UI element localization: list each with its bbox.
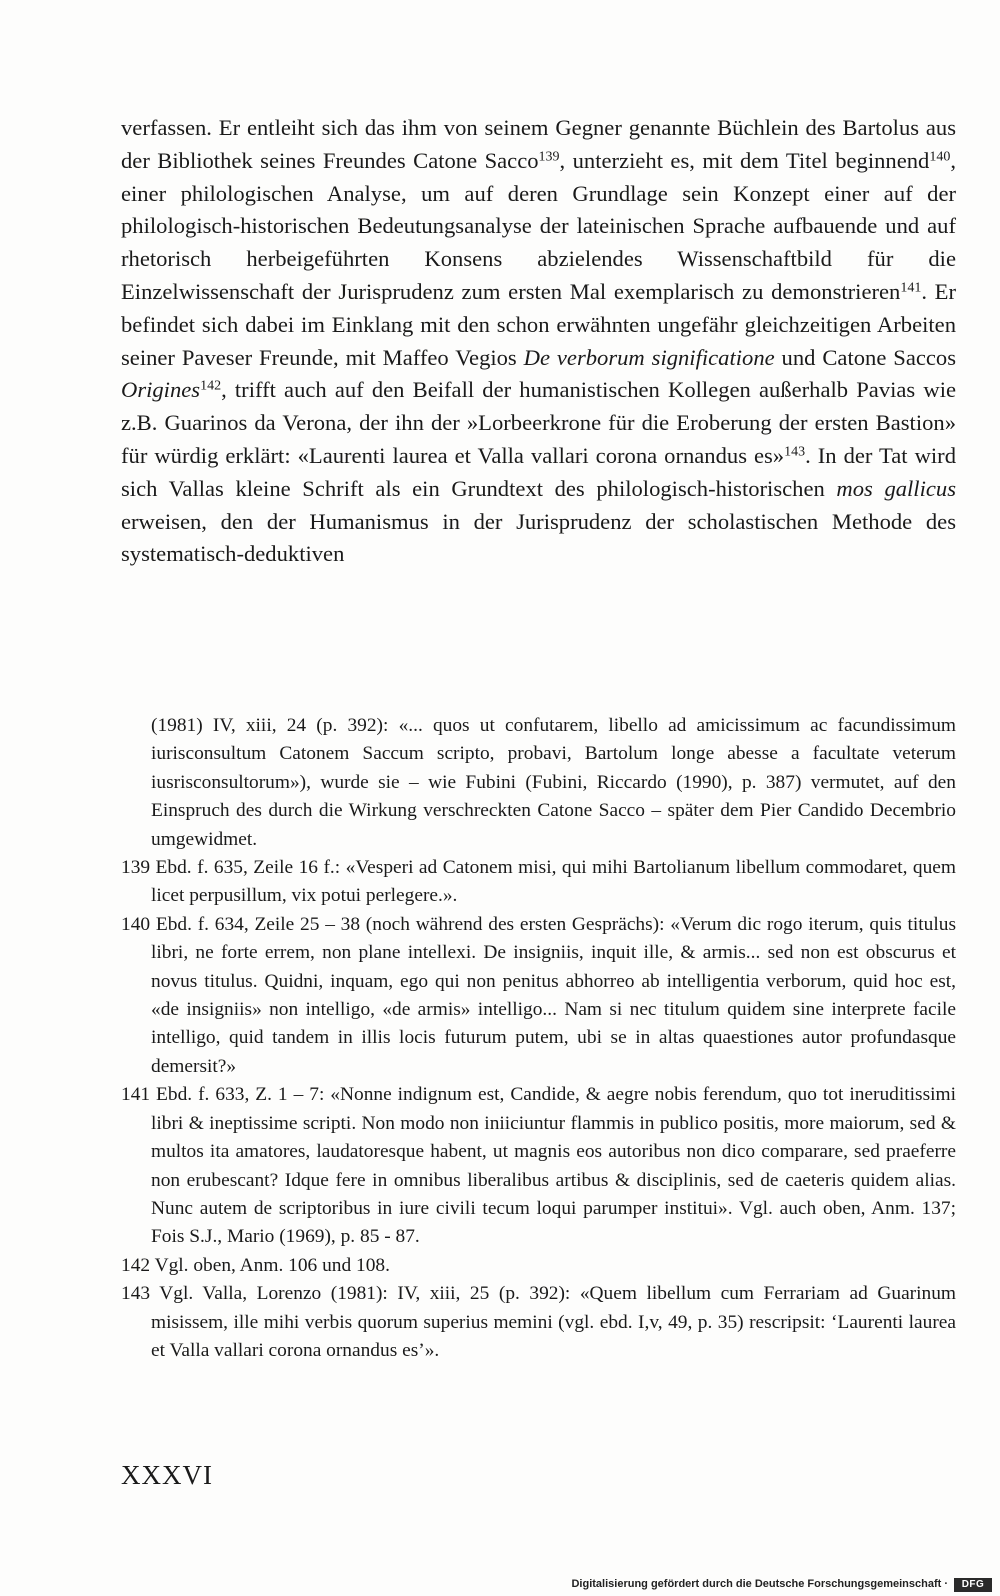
work-title-origines: Origines [121, 377, 201, 403]
footnote-ref-143[interactable]: 143 [784, 444, 806, 460]
footnote-ref-140[interactable]: 140 [929, 149, 951, 165]
footnote-142: 142 Vgl. oben, Anm. 106 und 108. [121, 1254, 390, 1276]
main-text [121, 112, 956, 571]
page-number: XXXVI [121, 1460, 213, 1490]
footnote-140: 140 Ebd. f. 634, Zeile 25 – 38 (noch während des ersten Gesprächs): «Verum dic rogo iterum, quis titulus libri, ne forte errem, non plane intellexi. De insigniis, inquit ille, & armis... sed non est obscurus et novus titulus. Quidni, inquam, ego qui non penitus abhorreo ab intelligentia verborum, quid hoc est, «de insigniis» non intelligo, «de armis» intelligo... Nam si nec titulum quidem sine interprete facile intelligo, quid tandem in illis locis futurum putem, ubi se in altas quaestiones autor profundasque demersit?» [121, 913, 956, 1077]
footnote-141: 141 Ebd. f. 633, Z. 1 – 7: «Nonne indignum est, Candide, & aegre nobis ferendum, quo tot ineruditissimi libri & ineptissime scripti. Non modo non iniiciuntur flammis in publico positis, more maiorum, sed & multos ita amatores, laudatoresque habent, ut magnis eos autoribus non dico comparare, sed praeferre non erubescant? Idque fere in omnibus liberalibus artibus & disciplinis, sed de caeteris quidem alias. Nunc autem de scriptoribus in iure civili tecum loqui parumper institui». Vgl. auch oben, Anm. 137; Fois S.J., Mario (1969), p. 85 - 87. [121, 1084, 956, 1248]
main-paragraph: verfassen. Er entleiht sich das ihm von seinem Gegner genannte Büchlein des Bartolus aus der Bibliothek seines Freundes Catone Sacco$^{139}$, unterzieht es, mit dem Titel beginnend$^{140}$, einer philologischen Analyse, um auf deren Grundlage sein Konzept einer auf der philologisch-historischen Bedeutungsanalyse der lateinischen Sprache aufbauende und auf rhetorisch herbeigeführten Konsens abzielendes Wissenschaftbild für die Einzelwissenschaft der Jurisprudenz zum ersten Mal exemplarisch zu demonstrieren$^{141}$. Er befindet sich dabei im Einklang mit den schon erwähnten ungefähr gleichzeitigen Arbeiten seiner Paveser Freunde, mit Maffeo Vegios De verborum significatione und Catone Saccos Origines$^{142}$, trifft auch auf den Beifall der humanistischen Kollegen außerhalb Pavias wie z.B. Guarinos da Verona, der ihn der »Lorbeerkrone für die Eroberung der ersten Bastion» für würdig erklärt: «Laurenti laurea et Valla vallari corona ornandus es»$^{143}$. In der Tat wird sich Vallas kleine Schrift als ein Grundtext des philologisch-historischen mos gallicus erweisen, den der Humanismus in der Jurisprudenz der scholastischen Methode des systematisch-deduktiven [121, 115, 957, 567]
footnote-ref-142[interactable]: 142 [200, 378, 222, 394]
footnote-143: 143 Vgl. Valla, Lorenzo (1981): IV, xiii, 25 (p. 392): «Quem libellum cum Ferrariam ad Guarinum misissem, ille mihi verbis quorum superius memini (vgl. ebd. I,v, 49, p. 35) rescripsit: ‘Laurenti laurea et Valla vallari corona ornandus es’». [121, 1283, 956, 1361]
footnotes [121, 712, 956, 1365]
work-title-de-verborum: De verborum significatione [523, 344, 775, 370]
digitization-credit: Digitalisierung gefördert durch die Deutsche Forschungsgemeinschaft · [571, 1578, 948, 1590]
footnote-continued: (1981) IV, xiii, 24 (p. 392): «... quos ut confutarem, libello ad amicissimum ac facundissimum iurisconsultum Catonem Saccum scripto, probavi, Bartolum longe abesse a facultate veterum iusrisconsultorum»), wurde sie – wie Fubini (Fubini, Riccardo (1990), p. 387) vermutet, auf den Einspruch des durch die Wirkung verschreckten Catone Sacco – später dem Pier Candido Decembrio umgewidmet. [151, 715, 956, 850]
footnote-ref-139[interactable]: 139 [538, 149, 560, 165]
footnote-139: 139 Ebd. f. 635, Zeile 16 f.: «Vesperi ad Catonem misi, qui mihi Bartolianum libellum commodaret, quem licet perpusillum, vix potui perlegere.». [121, 857, 956, 907]
term-mos-gallicus: mos gallicus [836, 475, 956, 501]
dfg-logo: DFG [954, 1578, 992, 1592]
footnote-ref-141[interactable]: 141 [900, 280, 922, 296]
